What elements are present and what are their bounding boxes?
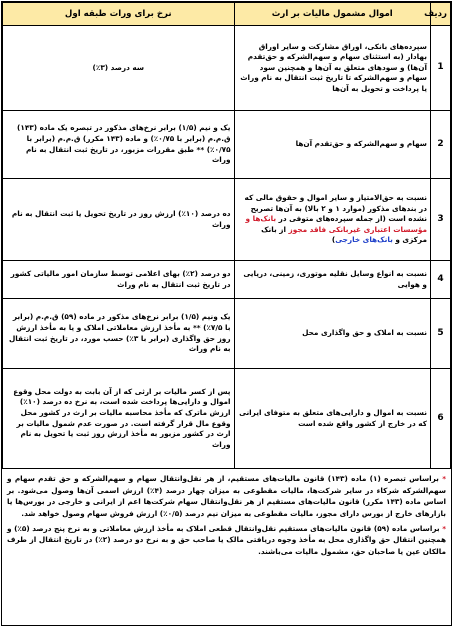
row-number: 2 [430,111,450,179]
table-header-row [3,3,451,26]
inheritance-tax-table [2,2,451,469]
table-row [3,111,451,179]
asset-description: سپرده‌های بانکی، اوراق مشارکت و سایر اوراق بهادار (به استثنای سهام و سهم‌الشرکه و حق‌تقدم آن‌ها) و سودهای متعلق به آن‌ها و همچنین سود سهام و سهم‌الشرکه تا تاریخ ثبت انتقال به نام وراث یا پرداخت و تحویل به آن‌ها [234,26,430,111]
header-assets: اموال مشمول مالیات بر ارث [234,3,430,26]
tax-rate: دو درصد (۲٪) بهای اعلامی توسط سازمان امور مالیاتی کشور در تاریخ ثبت انتقال به نام وراث [3,261,235,299]
row-number: 5 [430,299,450,369]
table-row [3,261,451,299]
row-number: 3 [430,179,450,261]
table-row [3,299,451,369]
desc-text: ) [331,235,336,245]
tax-rate: پس از کسر مالیات بر ارثی که از آن بابت به دولت محل وقوع اموال و دارایی‌ها پرداخت شده است، به نرخ ده درصد (۱۰٪) ارزش ماترک که مأخذ محاسبه مالیات بر ارث در کشور محل وقوع مال قرار گرفته است. در صورت عدم شمول مالیات بر ارث در کشور مزبور به مأخذ ارزش روز ثبت یا تحویل به نام وراث [3,369,235,469]
tax-rate: سه درصد (۳٪) [3,26,235,111]
tax-rate-document [1,1,452,626]
footnotes [2,469,451,563]
asset-description: نسبت به اموال و دارایی‌های متعلق به متوفای ایرانی که در خارج از کشور واقع شده است [234,369,430,469]
table-row [3,26,451,111]
asset-description [234,179,430,261]
highlight-foreign-banks: بانک‌های خارجی [335,235,393,245]
header-row-number: ردیف [430,3,450,26]
table-row [3,369,451,469]
row-number: 4 [430,261,450,299]
tax-rate: یک ونیم (۱/۵) برابر نرخ‌های مذکور در ماده (۵۹) ق.م.م (برابر با ۷/۵٪) ** به مأخذ ارزش معاملاتی املاک و یا به مأخذ ارزش روز حق واگذاری (برابر با ۳٪) حسب مورد، در تاریخ ثبت انتقال به نام وراث [3,299,235,369]
footnote-star: * [442,474,447,483]
footnote-text: براساس ماده (۵۹) قانون مالیات‌های مستقیم نقل‌وانتقال قطعی املاک به مأخذ ارزش معاملاتی و به نرخ پنج درصد (۵٪) و همچنین انتقال حق واگذاری محل به مأخذ وجوه دریافتی مالک یا صاحب حق و به نرخ دو درصد (۲٪) در تاریخ انتقال از طرف مالکان عین یا صاحبان حق، مشمول مالیات می‌باشند. [7,523,446,557]
footnote-star: * [442,523,447,533]
footnote-text: براساس تبصره (۱) ماده (۱۴۳) قانون مالیات‌های مستقیم، از هر نقل‌وانتقال سهام و سهم‌الشرکه و حق تقدم سهام و سهم‌الشرکه شرکاء در سایر شرکت‌ها، مالیات مقطوعی به میزان چهار درصد (۴٪) ارزش اسمی آن‌ها وصول می‌شود. بر اساس ماده (۱۴۳ مکرر) قانون مالیات‌های مستقیم از هر نقل‌وانتقال سهام شرکت‌ها اعم از ایرانی و خارجی در بورس‌ها یا بازارهای خارج از بورس دارای مجوز، مالیات مقطوعی به میزان نیم درصد (۰/۵٪) ارزش فروش سهام وصول خواهد شد. [7,474,447,519]
highlight-unlicensed-banks: بانک‌ها و مؤسسات اعتباری غیربانکی فاقد مجوز [245,214,427,234]
table-row [3,179,451,261]
desc-text: از بانک مرکزی و [261,224,427,245]
tax-rate: ده درصد (۱۰٪) ارزش روز در تاریخ تحویل یا ثبت انتقال به نام وراث [3,179,235,261]
row-number: 6 [430,369,450,469]
asset-description: سهام و سهم‌الشرکه و حق‌تقدم آن‌ها [234,111,430,179]
row-number: 1 [430,26,450,111]
desc-text: نسبت به حق‌الامتیاز و سایر اموال و حقوق مالی که در بندهای مذکور (موارد ۱ و ۲ بالا) به آن‌ها تصریح نشده است (از جمله سپرده‌های متوفی در [244,193,427,224]
footnote [7,473,446,520]
tax-rate: یک و نیم (۱/۵) برابر نرخ‌های مذکور در تبصره یک ماده (۱۴۳) ق.م.م (برابر با ۰/۷۵٪) و ماده (۱۴۳ مکرر) ق.م.م (برابر با ۰/۷۵٪) ** طبق مقررات مزبور، در تاریخ ثبت انتقال به نام وراث [3,111,235,179]
asset-description: نسبت به انواع وسایل نقلیه موتوری، زمینی، دریایی و هوایی [234,261,430,299]
asset-description: نسبت به املاک و حق واگذاری محل [234,299,430,369]
footnote [7,523,446,558]
header-rate: نرخ برای ورات طبقه اول [3,3,235,26]
